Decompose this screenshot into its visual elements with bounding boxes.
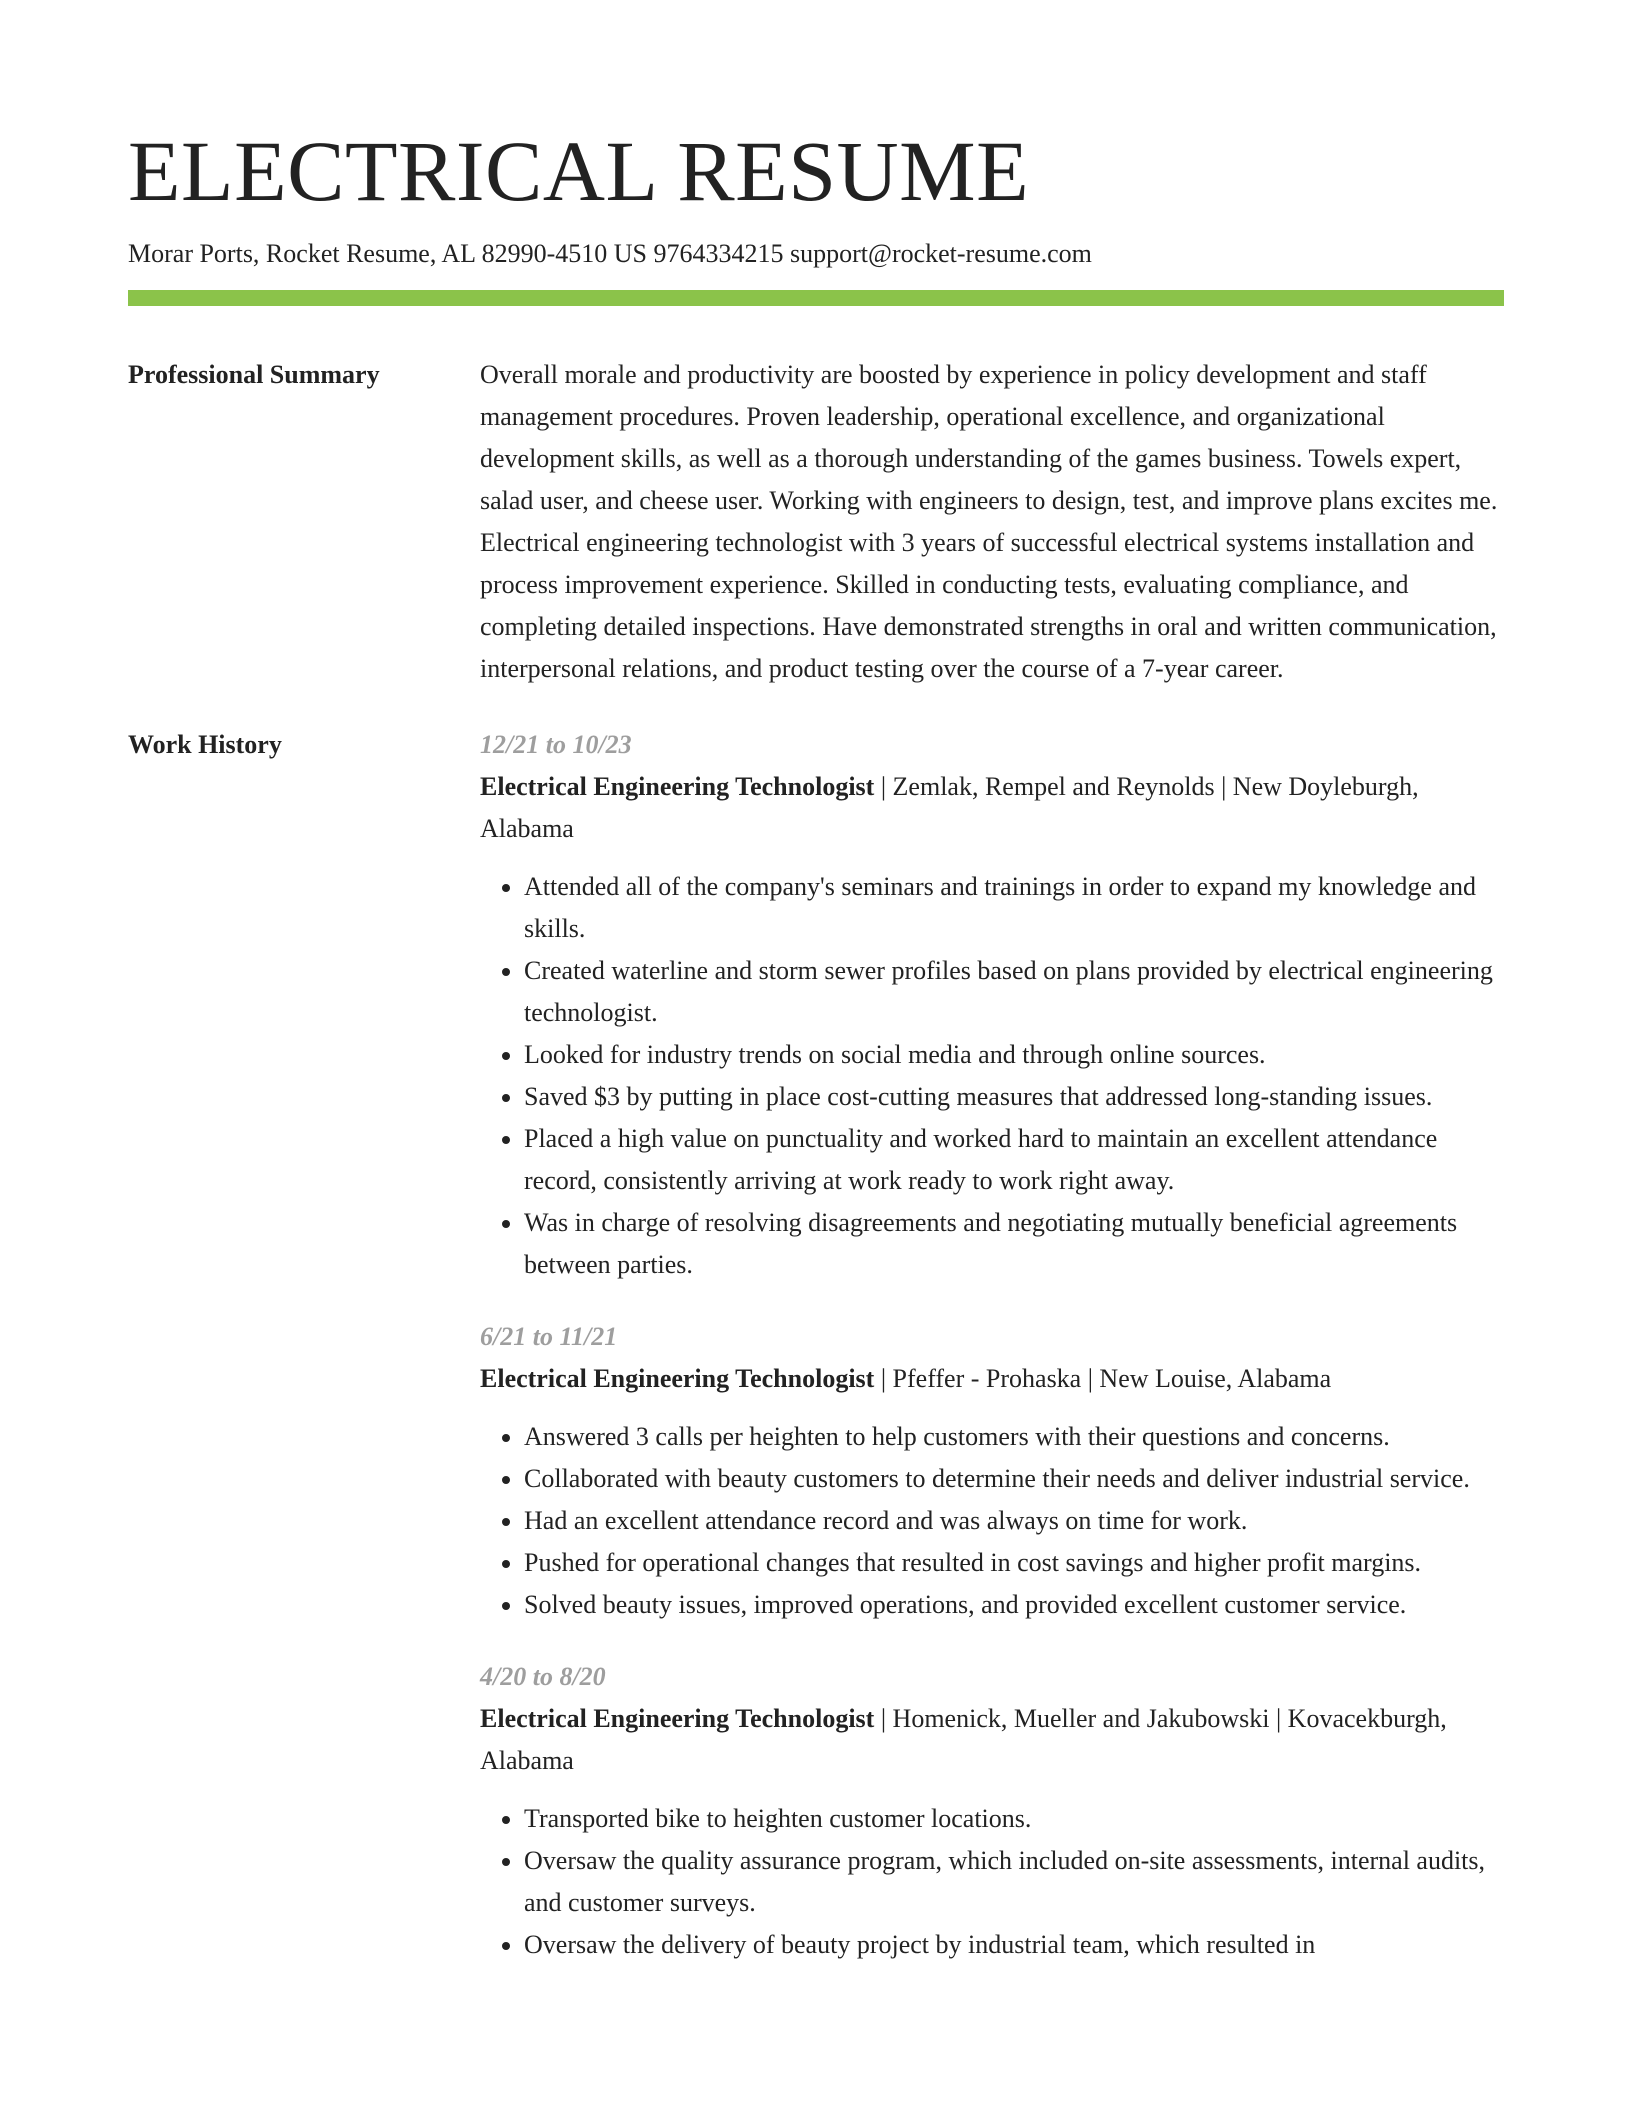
job-bullet: • Created waterline and storm sewer profiles based on plans provided by electrical engineering technologist. bbox=[524, 950, 1504, 1034]
job-company-location: | Pfeffer - Prohaska | New Louise, Alabama bbox=[874, 1364, 1332, 1393]
job-dates: 4/20 to 8/20 bbox=[480, 1662, 606, 1691]
resume-page bbox=[128, 0, 1504, 1966]
job-title: Electrical Engineering Technologist bbox=[480, 1364, 875, 1393]
job-bullet: • Transported bike to heighten customer locations. bbox=[524, 1798, 1504, 1840]
job-bullet: • Answered 3 calls per heighten to help customers with their questions and concerns. bbox=[524, 1416, 1504, 1458]
job-bullet: • Was in charge of resolving disagreements and negotiating mutually beneficial agreements between parties. bbox=[524, 1202, 1504, 1286]
job-bullet: • Solved beauty issues, improved operations, and provided excellent customer service. bbox=[524, 1584, 1504, 1626]
job-company-location: | Zemlak, Rempel and Reynolds | New Doyleburgh, Alabama bbox=[480, 772, 1419, 843]
job-title: Electrical Engineering Technologist bbox=[480, 772, 875, 801]
job-bullet: • Collaborated with beauty customers to determine their needs and deliver industrial service. bbox=[524, 1458, 1504, 1500]
job-bullet: • Oversaw the quality assurance program, which included on-site assessments, internal audits, and customer surveys. bbox=[524, 1840, 1504, 1924]
job-bullet-list bbox=[480, 1798, 1504, 1966]
job-bullet: • Oversaw the delivery of beauty project by industrial team, which resulted in bbox=[524, 1924, 1504, 1966]
work-history-section bbox=[128, 724, 1504, 1966]
job-title: Electrical Engineering Technologist bbox=[480, 1704, 875, 1733]
job-bullet: • Attended all of the company's seminars and trainings in order to expand my knowledge and skills. bbox=[524, 866, 1504, 950]
job-dates: 6/21 to 11/21 bbox=[480, 1322, 618, 1351]
professional-summary-section bbox=[128, 354, 1504, 690]
header-divider bbox=[128, 290, 1504, 306]
job-bullet: • Had an excellent attendance record and was always on time for work. bbox=[524, 1500, 1504, 1542]
job-heading bbox=[480, 1358, 1504, 1400]
job-entry bbox=[480, 724, 1504, 1286]
job-heading bbox=[480, 1698, 1504, 1782]
job-bullet: • Pushed for operational changes that resulted in cost savings and higher profit margins. bbox=[524, 1542, 1504, 1584]
section-label: Work History bbox=[128, 730, 282, 759]
job-dates: 12/21 to 10/23 bbox=[480, 730, 632, 759]
job-bullet: • Looked for industry trends on social media and through online sources. bbox=[524, 1034, 1504, 1076]
contact-line: Morar Ports, Rocket Resume, AL 82990-4510 US 9764334215 support@rocket-resume.com bbox=[128, 239, 1092, 268]
job-bullet-list bbox=[480, 866, 1504, 1286]
section-body bbox=[480, 354, 1504, 690]
job-entry bbox=[480, 1656, 1504, 1966]
job-company-location: | Homenick, Mueller and Jakubowski | Kovacekburgh, Alabama bbox=[480, 1704, 1447, 1775]
job-list bbox=[480, 724, 1504, 1966]
resume-name: ELECTRICAL RESUME bbox=[128, 123, 1030, 219]
job-bullet: • Saved $3 by putting in place cost-cutting measures that addressed long-standing issues. bbox=[524, 1076, 1504, 1118]
job-entry bbox=[480, 1316, 1504, 1626]
section-label: Professional Summary bbox=[128, 360, 380, 389]
summary-text: Overall morale and productivity are boosted by experience in policy development and staff management procedures. Proven leadership, operational excellence, and organizational development skills, as well as a thorough understanding of the games business. Towels expert, salad user, and cheese user. Working with engineers to design, test, and improve plans excites me. Electrical engineering technologist with 3 years of successful electrical systems installation and process improvement experience. Skilled in conducting tests, evaluating compliance, and completing detailed inspections. Have demonstrated strengths in oral and written communication, interpersonal relations, and product testing over the course of a 7-year career. bbox=[480, 360, 1498, 683]
job-heading bbox=[480, 766, 1504, 850]
job-bullet-list bbox=[480, 1416, 1504, 1626]
job-bullet: • Placed a high value on punctuality and worked hard to maintain an excellent attendance record, consistently arriving at work ready to work right away. bbox=[524, 1118, 1504, 1202]
